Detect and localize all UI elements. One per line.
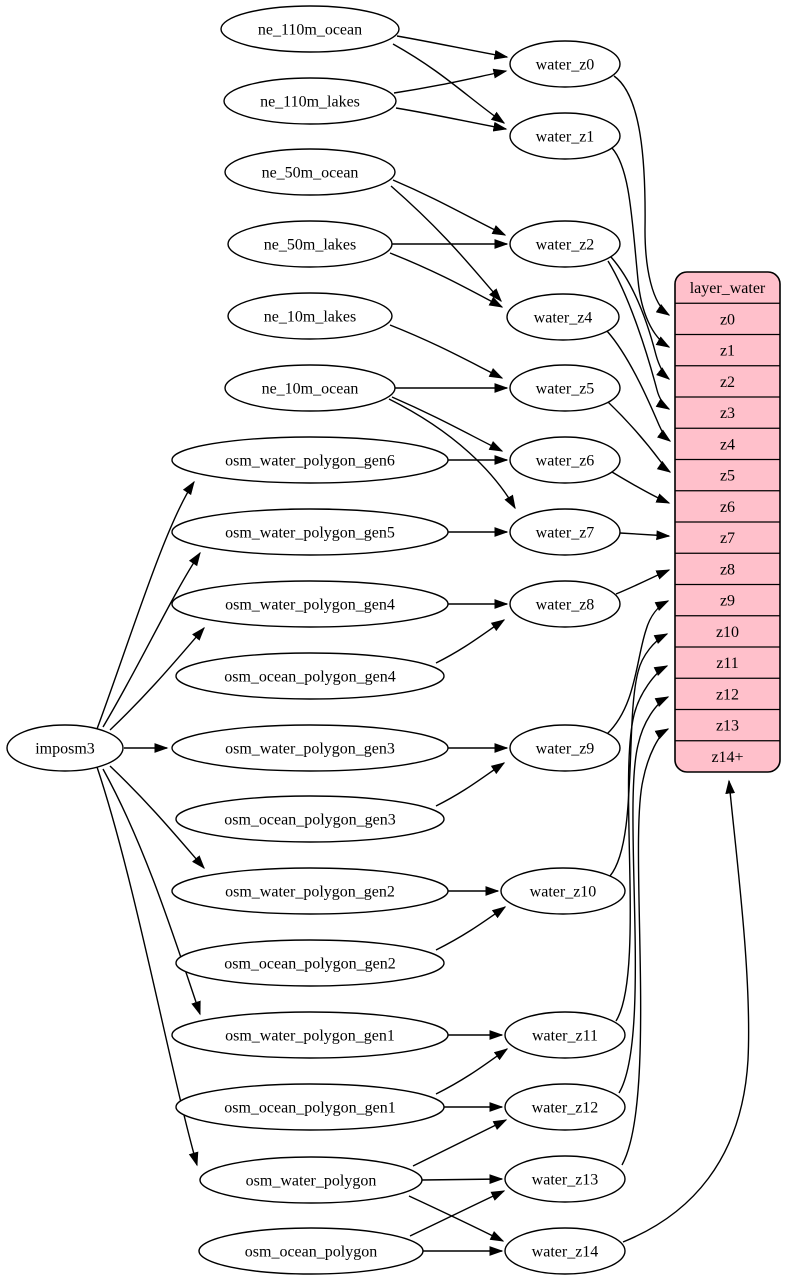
node-water_z10 (501, 868, 625, 914)
edge-ne_10m_lakes-to-water_z5 (390, 325, 502, 378)
node-label-osm_ocean_polygon_gen4: osm_ocean_polygon_gen4 (224, 668, 396, 686)
node-osm_ocean_polygon_gen4 (176, 653, 444, 699)
node-water_z12 (505, 1084, 625, 1130)
edge-water_z6-to-layer_water-z6 (612, 472, 669, 503)
node-water_z8 (510, 581, 620, 627)
table-row-z2: z2 (719, 373, 736, 391)
table-row-z11: z11 (716, 655, 739, 673)
node-ne_50m_ocean (225, 149, 395, 195)
node-water_z4 (507, 294, 619, 340)
table-row-z9: z9 (719, 592, 736, 610)
node-label-water_z6: water_z6 (535, 452, 595, 470)
edge-ne_110m_lakes-to-water_z1 (396, 108, 506, 129)
node-osm_ocean_polygon_gen3 (176, 796, 444, 842)
node-label-ne_10m_ocean: ne_10m_ocean (261, 380, 359, 398)
node-label-ne_50m_lakes: ne_50m_lakes (263, 236, 357, 254)
table-row-z5: z5 (719, 467, 736, 485)
node-osm_ocean_polygon_gen1 (176, 1084, 444, 1130)
edge-water_z14-to-layer_water-z14+ (623, 781, 749, 1242)
node-osm_water_polygon_gen1 (172, 1012, 448, 1058)
table-row-z10: z10 (715, 623, 740, 641)
node-ne_50m_lakes (228, 221, 392, 267)
table-row-z4: z4 (719, 436, 736, 454)
node-water_z9 (510, 725, 620, 771)
node-label-osm_ocean_polygon_gen2: osm_ocean_polygon_gen2 (224, 955, 396, 973)
node-label-ne_110m_lakes: ne_110m_lakes (260, 93, 360, 111)
node-label-water_z9: water_z9 (535, 740, 595, 758)
table-row-z13: z13 (715, 717, 740, 735)
edge-osm_water_polygon-to-water_z13 (422, 1179, 502, 1180)
node-osm_water_polygon (200, 1157, 422, 1203)
node-ne_10m_lakes (228, 293, 392, 339)
node-label-imposm3: imposm3 (35, 740, 95, 758)
node-label-water_z10: water_z10 (529, 883, 597, 901)
node-ne_10m_ocean (225, 365, 395, 411)
node-osm_water_polygon_gen5 (172, 509, 448, 555)
table-row-z7: z7 (719, 530, 736, 548)
edge-osm_ocean_polygon_gen1-to-water_z11 (436, 1049, 507, 1094)
edge-water_z8-to-layer_water-z8 (616, 570, 669, 594)
edge-osm_ocean_polygon-to-water_z13 (410, 1191, 504, 1236)
edge-water_z0-to-layer_water-z0 (614, 76, 669, 315)
node-label-water_z11: water_z11 (531, 1027, 599, 1045)
edge-ne_50m_lakes-to-water_z4 (390, 253, 502, 307)
edge-ne_10m_ocean-to-water_z6 (392, 397, 502, 451)
node-water_z6 (510, 437, 620, 483)
edge-osm_ocean_polygon_gen3-to-water_z9 (436, 763, 504, 806)
node-osm_water_polygon_gen3 (172, 725, 448, 771)
node-label-osm_water_polygon_gen5: osm_water_polygon_gen5 (225, 524, 395, 542)
node-imposm3 (7, 725, 123, 771)
edge-ne_110m_ocean-to-water_z0 (397, 36, 507, 57)
node-water_z7 (510, 509, 620, 555)
node-label-water_z12: water_z12 (531, 1099, 599, 1117)
node-ne_110m_lakes (224, 78, 396, 124)
table-row-z1: z1 (719, 342, 736, 360)
node-water_z2 (510, 221, 620, 267)
node-label-osm_water_polygon_gen6: osm_water_polygon_gen6 (225, 452, 395, 470)
node-label-ne_50m_ocean: ne_50m_ocean (261, 164, 359, 182)
node-osm_ocean_polygon_gen2 (176, 940, 444, 986)
edge-osm_water_polygon-to-water_z14 (409, 1196, 503, 1241)
node-label-osm_water_polygon_gen2: osm_water_polygon_gen2 (225, 883, 395, 901)
node-label-water_z8: water_z8 (535, 596, 595, 614)
node-water_z13 (505, 1156, 625, 1202)
node-label-osm_water_polygon_gen4: osm_water_polygon_gen4 (225, 596, 395, 614)
node-label-water_z0: water_z0 (535, 56, 595, 74)
node-label-water_z4: water_z4 (533, 309, 593, 327)
node-label-water_z13: water_z13 (531, 1171, 599, 1189)
node-label-water_z2: water_z2 (535, 236, 595, 254)
node-osm_water_polygon_gen6 (172, 437, 448, 483)
node-label-osm_water_polygon_gen3: osm_water_polygon_gen3 (225, 740, 395, 758)
node-water_z14 (505, 1228, 625, 1274)
node-water_z11 (505, 1012, 625, 1058)
edge-osm_ocean_polygon_gen4-to-water_z8 (436, 620, 504, 663)
node-osm_water_polygon_gen2 (172, 868, 448, 914)
table-row-z8: z8 (719, 561, 736, 579)
node-label-water_z5: water_z5 (535, 380, 595, 398)
table-row-z6: z6 (719, 498, 736, 516)
edge-osm_ocean_polygon_gen2-to-water_z10 (436, 907, 505, 950)
edge-ne_50m_ocean-to-water_z2 (393, 180, 505, 235)
node-label-osm_water_polygon_gen1: osm_water_polygon_gen1 (225, 1027, 395, 1045)
table-row-z14+: z14+ (711, 748, 744, 766)
edge-imposm3-to-osm_water_polygon_gen5 (103, 553, 200, 727)
node-label-osm_ocean_polygon: osm_ocean_polygon (244, 1243, 378, 1261)
edge-water_z9-to-layer_water-z9 (607, 601, 668, 734)
table-title: layer_water (689, 280, 766, 298)
node-label-water_z14: water_z14 (531, 1243, 599, 1261)
edge-water_z2-to-layer_water-z2 (611, 257, 669, 379)
node-label-osm_ocean_polygon_gen3: osm_ocean_polygon_gen3 (224, 811, 396, 829)
edge-water_z7-to-layer_water-z7 (620, 533, 669, 536)
node-water_z0 (510, 41, 620, 87)
edge-water_z1-to-layer_water-z1 (612, 148, 669, 347)
node-label-ne_10m_lakes: ne_10m_lakes (263, 308, 357, 326)
table-layer_water (675, 272, 780, 772)
table-row-z3: z3 (719, 405, 736, 423)
table-row-z0: z0 (719, 311, 736, 329)
node-osm_ocean_polygon (199, 1228, 423, 1274)
node-label-water_z7: water_z7 (535, 524, 595, 542)
table-row-z12: z12 (715, 686, 740, 704)
edge-water_z12-to-layer_water-z12 (619, 697, 668, 1093)
node-water_z5 (510, 365, 620, 411)
node-label-osm_ocean_polygon_gen1: osm_ocean_polygon_gen1 (224, 1099, 396, 1117)
node-osm_water_polygon_gen4 (172, 581, 448, 627)
edge-osm_water_polygon-to-water_z12 (413, 1120, 506, 1166)
node-ne_110m_ocean (221, 6, 399, 52)
node-label-osm_water_polygon: osm_water_polygon (245, 1172, 377, 1190)
node-water_z1 (510, 113, 620, 159)
node-label-water_z1: water_z1 (535, 128, 595, 146)
node-label-ne_110m_ocean: ne_110m_ocean (257, 21, 363, 39)
